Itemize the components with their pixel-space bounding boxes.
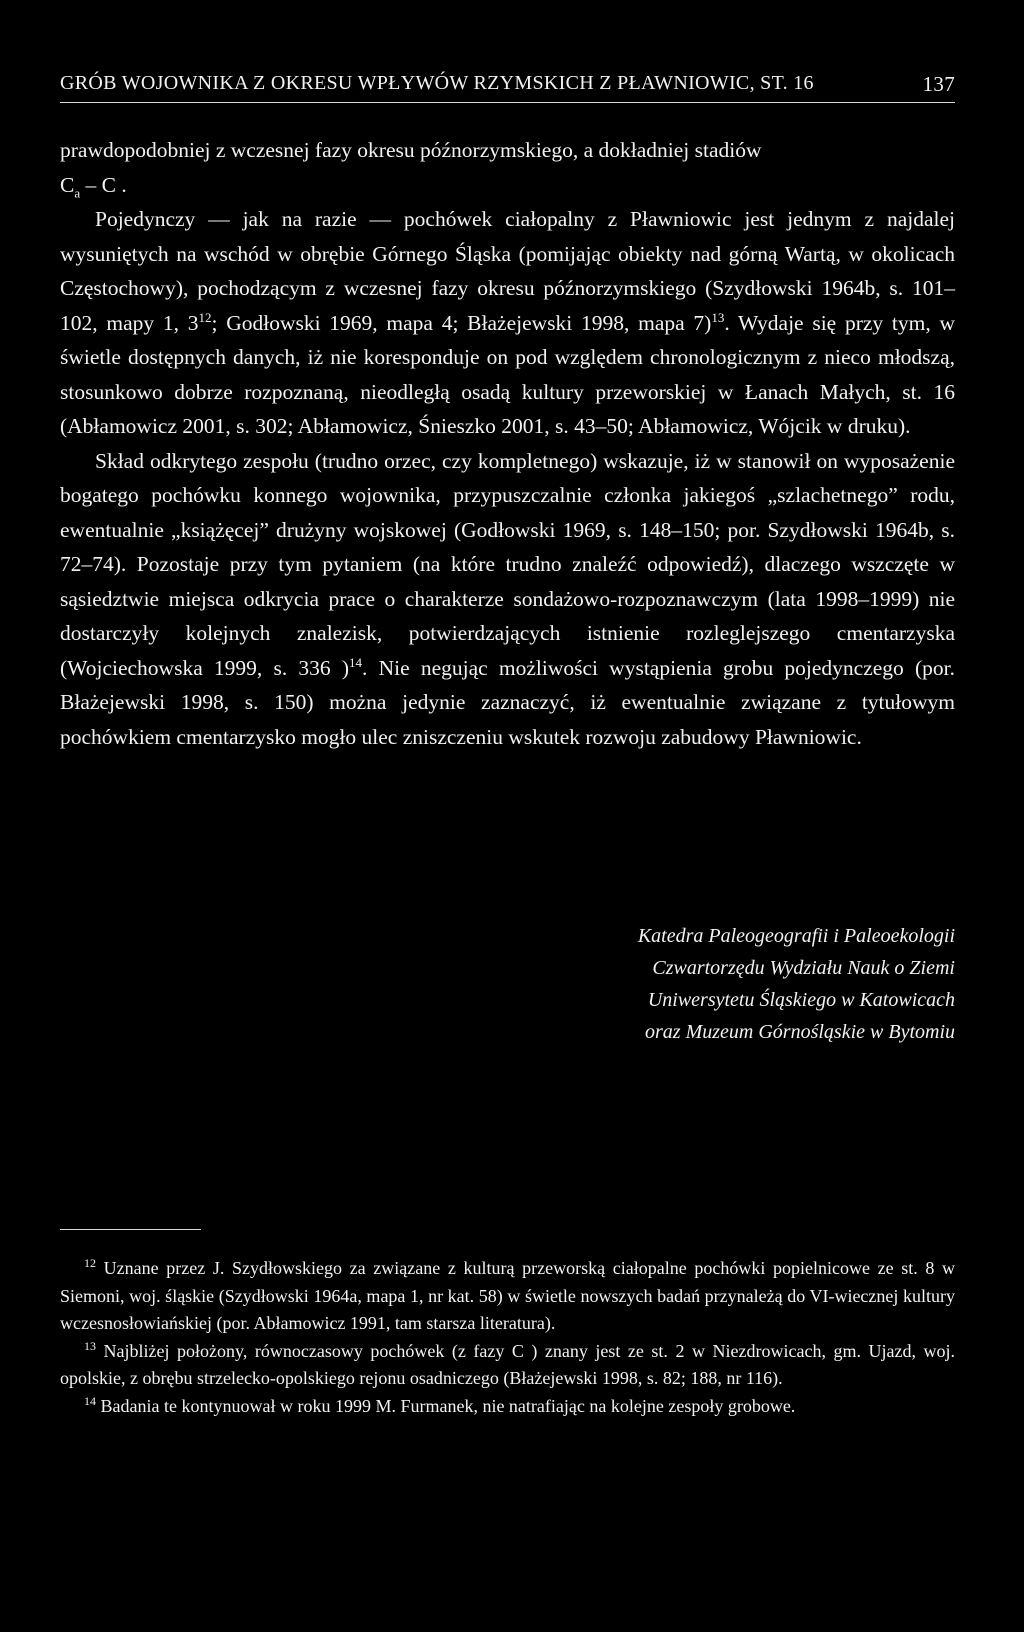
footnote-text: Uznane przez J. Szydłowskiego za związane z kulturą przeworską ciałopalne pochówki popielnicowe ze st. 8 w Siemoni, woj. śląskie (Szydłowski 1964a, mapa 1, nr kat. 58) w świetle nowszych badań przynależą do VI-wiecznej kultury wczesnosłowiańskiej (por. Abłamowicz 1991, tam starsza literatura).	[60, 1258, 955, 1333]
paragraph-3	[60, 444, 955, 755]
paragraph-2-part-b: ; Godłowski 1969, mapa 4; Błażejewski 1998, mapa 7)	[211, 310, 712, 335]
running-title: GRÓB WOJOWNIKA Z OKRESU WPŁYWÓW RZYMSKICH Z PŁAWNIOWIC, ST. 16	[60, 72, 814, 94]
paragraph-1	[60, 133, 955, 202]
page-number: 137	[922, 72, 955, 96]
affiliation-line: Czwartorzędu Wydziału Nauk o Ziemi	[652, 957, 955, 979]
footnote-text: Badania te kontynuował w roku 1999 M. Furmanek, nie natrafiając na kolejne zespoły grobowe.	[96, 1395, 796, 1416]
footnotes	[60, 1255, 955, 1420]
footnote-14	[60, 1393, 955, 1421]
main-text	[60, 133, 955, 754]
footnote-ref-12[interactable]: 12	[198, 309, 212, 325]
footnote-separator	[60, 1229, 201, 1230]
phase-c-range: – C .	[80, 172, 127, 197]
footnote-text: Najbliżej położony, równoczasowy pochówek (z fazy C ) znany jest ze st. 2 w Niezdrowicach, gm. Ujazd, woj. opolskie, z obrębu strzelecko-opolskiego rejonu osadniczego (Błażejewski 1998, s. 82; 188, nr 116).	[60, 1340, 955, 1388]
paragraph-3-part-a: Skład odkrytego zespołu (trudno orzec, czy kompletnego) wskazuje, iż w stanowił on wyposażenie bogatego pochówku konnego wojownika, przypuszczalnie członka jakiegoś „szlachetnego” rodu, ewentualnie „książęcej” drużyny wojskowej (Godłowski 1969, s. 148–150; por. Szydłowski 1964b, s. 72–74). Pozostaje przy tym pytaniem (na które trudno znaleźć odpowiedź), dlaczego wszczęte w sąsiedztwie miejsca odkrycia prace o charakterze sondażowo-rozpoznawczym (lata 1998–1999) nie dostarczyły kolejnych znalezisk, potwierdzających istnienie rozleglejszego cmentarzyska (Wojciechowska 1999, s. 336 )	[60, 448, 955, 680]
author-affiliation	[638, 920, 955, 1048]
phase-subscript: a	[74, 184, 81, 200]
footnote-ref-14[interactable]: 14	[349, 654, 363, 670]
footnote-number: 14	[84, 1393, 96, 1408]
paragraph-2-part-c: . Wydaje się przy tym, w świetle dostępnych danych, iż nie koresponduje on pod względem chronologicznym z nieco młodszą, stosunkowo dobrze rozpoznaną, nieodległą osadą kultury przeworskiej w Łanach Małych, st. 16 (Abłamowicz 2001, s. 302; Abłamowicz, Śnieszko 2001, s. 43–50; Abłamowicz, Wójcik w druku).	[60, 310, 955, 438]
footnote-ref-13[interactable]: 13	[711, 309, 725, 325]
footnote-number: 13	[84, 1338, 96, 1353]
paragraph-3-part-b: . Nie negując możliwości wystąpienia grobu pojedynczego (por. Błażejewski 1998, s. 150) można jedynie zaznaczyć, iż ewentualnie związane z tytułowym pochówkiem cmentarzysko mogło ulec zniszczeniu wskutek rozwoju zabudowy Pławniowic.	[60, 655, 955, 749]
affiliation-line: oraz Muzeum Górnośląskie w Bytomiu	[645, 1021, 955, 1043]
footnote-13	[60, 1338, 955, 1393]
paragraph-2	[60, 202, 955, 444]
paragraph-2-part-a: Pojedynczy — jak na razie — pochówek ciałopalny z Pławniowic jest jednym z najdalej wysuniętych na wschód w obrębie Górnego Śląska (pomijając obiekty nad górną Wartą, w okolicach Częstochowy), pochodzącym z wczesnej fazy okresu późnorzymskiego (Szydłowski 1964b, s. 101–102, mapy 1, 3	[60, 207, 955, 335]
footnote-number: 12	[84, 1256, 96, 1270]
footnote-12	[60, 1255, 955, 1338]
running-header	[60, 68, 955, 103]
affiliation-line: Uniwersytetu Śląskiego w Katowicach	[647, 989, 955, 1011]
affiliation-line: Katedra Paleogeografii i Paleoekologii	[637, 925, 955, 947]
paragraph-1-text: prawdopodobniej z wczesnej fazy okresu późnorzymskiego, a dokładniej stadiów	[60, 138, 762, 162]
phase-c-label: C	[60, 172, 75, 197]
